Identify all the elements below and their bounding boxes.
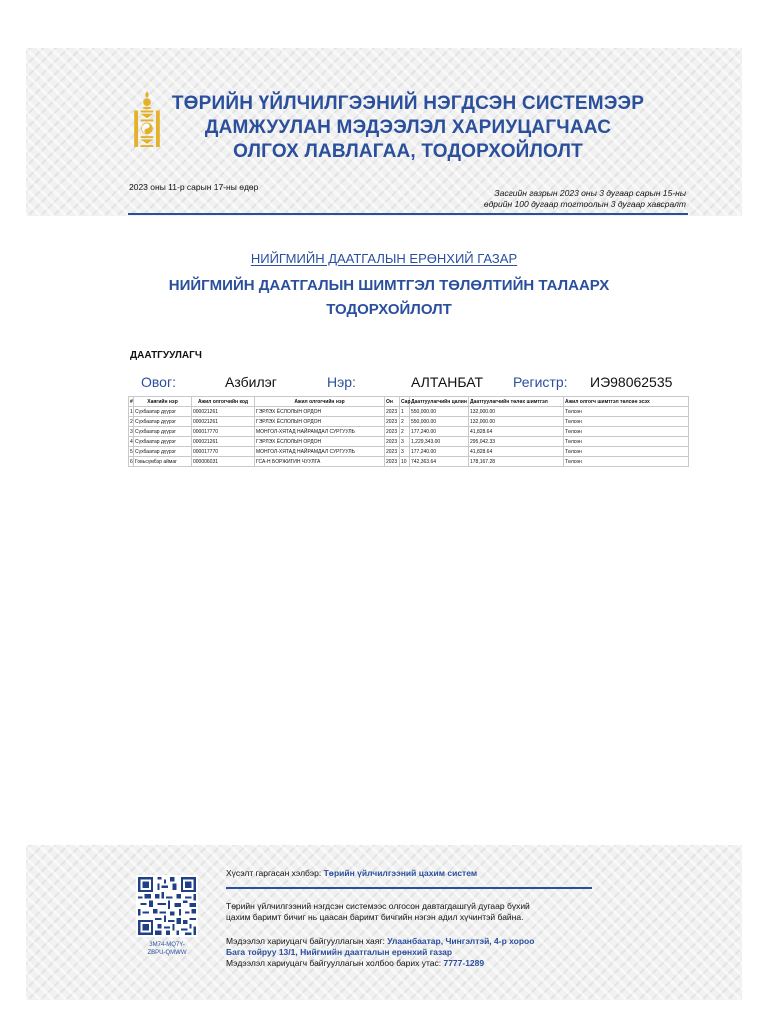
table-cell: Сүхбаатар дүүрэг bbox=[134, 417, 192, 427]
header-title-line-3: ОЛГОХ ЛАВЛАГАА, ТОДОРХОЙЛОЛТ bbox=[233, 141, 583, 162]
table-cell: Сүхбаатар дүүрэг bbox=[134, 427, 192, 437]
table-cell: 550,000.00 bbox=[410, 417, 469, 427]
table-cell: 41,828.64 bbox=[469, 427, 564, 437]
table-cell: 2023 bbox=[385, 447, 400, 457]
table-cell: 177,240.00 bbox=[410, 447, 469, 457]
table-cell: 132,000.00 bbox=[469, 407, 564, 417]
table-cell: 2023 bbox=[385, 457, 400, 467]
table-cell: Сүхбаатар дүүрэг bbox=[134, 407, 192, 417]
table-cell: 132,000.00 bbox=[469, 417, 564, 427]
decree-reference bbox=[426, 188, 686, 210]
table-cell: Төлсөн bbox=[564, 457, 689, 467]
phone-line bbox=[226, 958, 646, 969]
header-title-line-1: ТӨРИЙН ҮЙЛЧИЛГЭЭНИЙ НЭГДСЭН СИСТЕМЭЭР bbox=[171, 93, 645, 114]
document-title-line-1: НИЙГМИЙН ДААТГАЛЫН ШИМТГЭЛ ТӨЛӨЛТИЙН ТАЛААРХ bbox=[168, 277, 610, 294]
table-cell: ГЭРЛЭХ ЁСЛОЛЫН ОРДОН bbox=[255, 407, 385, 417]
table-cell: 000006031 bbox=[192, 457, 255, 467]
table-cell: Төлсөн bbox=[564, 447, 689, 457]
verification-code bbox=[138, 941, 196, 957]
name-label: Нэр: bbox=[327, 374, 356, 390]
table-cell: Төлсөн bbox=[564, 417, 689, 427]
table-row bbox=[129, 427, 689, 437]
address-value-1: Улаанбаатар, Чингэлтэй, 4-р хороо bbox=[387, 936, 535, 946]
phone-label: Мэдээлэл хариуцагч байгууллагын холбоо барих утас: bbox=[226, 958, 442, 968]
table-cell: 1 bbox=[400, 407, 410, 417]
table-cell: Төлсөн bbox=[564, 437, 689, 447]
table-cell: Говьсүмбэр аймаг bbox=[134, 457, 192, 467]
organization-name bbox=[0, 250, 768, 268]
table-row bbox=[129, 437, 689, 447]
register-value: ИЭ98062535 bbox=[590, 374, 673, 390]
table-header-cell: Даатгуулагчийн төлөх шимтгэл bbox=[469, 397, 564, 407]
table-header-row bbox=[129, 397, 689, 407]
verification-code-line-1: 3M74-MQ7Y- bbox=[149, 942, 185, 948]
validity-line-1: Төрийн үйлчилгээний нэгдсэн системээс олгосон давтагдашгүй дугаар бүхий bbox=[226, 901, 530, 911]
verification-code-line-2: ZBPU-QMWW bbox=[147, 950, 187, 956]
table-header-cell: Даатгуулагчийн цалин bbox=[411, 398, 467, 405]
table-cell: Сүхбаатар дүүрэг bbox=[134, 447, 192, 457]
header-title-line-2: ДАМЖУУЛАН МЭДЭЭЛЭЛ ХАРИУЦАГЧААС bbox=[204, 117, 612, 138]
table-cell: 178,167.28 bbox=[469, 457, 564, 467]
table-cell: 2023 bbox=[385, 437, 400, 447]
table-cell: 3 bbox=[400, 437, 410, 447]
table-cell: 3 bbox=[130, 428, 133, 435]
qr-code-icon[interactable] bbox=[136, 875, 198, 937]
issue-date: 2023 оны 11-р сарын 17-ны өдөр bbox=[129, 182, 259, 192]
document-title bbox=[0, 274, 778, 322]
insured-section-label: ДААТГУУЛАГЧ bbox=[130, 350, 202, 361]
address-value-2: Бага тойруу 13/1, Нийгмийн даатгалын ерөнхий газар bbox=[226, 947, 453, 957]
table-cell: 1 bbox=[130, 408, 133, 415]
surname-value: Азбилэг bbox=[225, 374, 277, 390]
footer-panel bbox=[26, 845, 742, 1000]
table-header-cell: # bbox=[130, 398, 133, 405]
decree-line-1: Засгийн газрын 2023 оны 3 дугаар сарын 15-ны bbox=[494, 188, 686, 198]
table-header-cell: Хаягийн нэр bbox=[134, 397, 192, 407]
address-label: Мэдээлэл хариуцагч байгууллагын хаяг: bbox=[226, 936, 385, 946]
table-cell: 2 bbox=[400, 417, 410, 427]
table-cell: 000017770 bbox=[192, 447, 255, 457]
table-cell: Төлсөн bbox=[564, 407, 689, 417]
register-label: Регистр: bbox=[513, 374, 568, 390]
table-cell: 4 bbox=[130, 438, 133, 445]
table-cell: 177,240.00 bbox=[410, 427, 469, 437]
validity-statement bbox=[226, 901, 626, 923]
name-value: АЛТАНБАТ bbox=[411, 374, 484, 390]
table-cell: ГСА-Н БОРЖИГИН ЧУУЛГА bbox=[255, 457, 385, 467]
table-cell: ГЭРЛЭХ ЁСЛОЛЫН ОРДОН bbox=[255, 417, 385, 427]
contribution-table bbox=[128, 396, 689, 467]
table-cell: 2023 bbox=[385, 427, 400, 437]
request-method-value: Төрийн үйлчилгээний цахим систем bbox=[323, 868, 478, 878]
surname-label: Овог: bbox=[141, 374, 176, 390]
decree-line-2: өдрийн 100 дугаар тогтоолын 3 дугаар хавсралт bbox=[483, 199, 686, 209]
organization-name-text: НИЙГМИЙН ДААТГАЛЫН ЕРӨНХИЙ ГАЗАР bbox=[250, 251, 518, 266]
table-cell: Сүхбаатар дүүрэг bbox=[134, 437, 192, 447]
table-header-cell: Сар bbox=[401, 398, 411, 405]
document-title-line-2: ТОДОРХОЙЛОЛТ bbox=[326, 301, 452, 318]
request-method-label: Хүсэлт гаргасан хэлбэр: bbox=[226, 868, 322, 878]
table-cell: 550,000.00 bbox=[410, 407, 469, 417]
table-cell: 1,229,343.00 bbox=[410, 437, 469, 447]
table-cell: МОНГОЛ-ХЯТАД НАЙРАМДАЛ СУРГУУЛЬ bbox=[255, 447, 385, 457]
table-cell: 295,042.33 bbox=[469, 437, 564, 447]
table-cell: 000021261 bbox=[192, 437, 255, 447]
table-cell: 2 bbox=[400, 427, 410, 437]
table-cell: 6 bbox=[130, 458, 133, 465]
table-cell: 5 bbox=[130, 448, 133, 455]
table-header-cell: Ажил олгогчийн код bbox=[192, 397, 255, 407]
table-header-cell: Он bbox=[385, 397, 400, 407]
insured-person-info bbox=[139, 374, 699, 394]
table-header-cell: Ажил олгогч шимтгэл төлсөн эсэх bbox=[564, 397, 689, 407]
table-cell: 2023 bbox=[385, 417, 400, 427]
table-row bbox=[129, 417, 689, 427]
header-divider bbox=[128, 213, 688, 215]
table-cell: 41,828.64 bbox=[469, 447, 564, 457]
table-cell: 000017770 bbox=[192, 427, 255, 437]
request-method bbox=[226, 868, 477, 878]
footer-divider bbox=[226, 887, 592, 889]
table-cell: 742,363.64 bbox=[410, 457, 469, 467]
table-cell: 10 bbox=[400, 457, 410, 467]
table-row bbox=[129, 457, 689, 467]
phone-value: 7777-1289 bbox=[443, 958, 485, 968]
table-cell: Төлсөн bbox=[564, 427, 689, 437]
table-cell: 000021261 bbox=[192, 407, 255, 417]
table-row bbox=[129, 447, 689, 457]
table-cell: 2 bbox=[130, 418, 133, 425]
table-cell: МОНГОЛ-ХЯТАД НАЙРАМДАЛ СУРГУУЛЬ bbox=[255, 427, 385, 437]
table-row bbox=[129, 407, 689, 417]
table-cell: 2023 bbox=[385, 407, 400, 417]
table-header-cell: Ажил олгогчийн нэр bbox=[255, 397, 385, 407]
header-title bbox=[130, 92, 686, 164]
validity-line-2: цахим баримт бичиг нь цаасан баримт бичгийн нэгэн адил хүчинтэй байна. bbox=[226, 912, 524, 922]
table-cell: 3 bbox=[400, 447, 410, 457]
table-cell: 000021261 bbox=[192, 417, 255, 427]
table-cell: ГЭРЛЭХ ЁСЛОЛЫН ОРДОН bbox=[255, 437, 385, 447]
address-line-1 bbox=[226, 936, 646, 947]
contact-info bbox=[226, 936, 646, 969]
